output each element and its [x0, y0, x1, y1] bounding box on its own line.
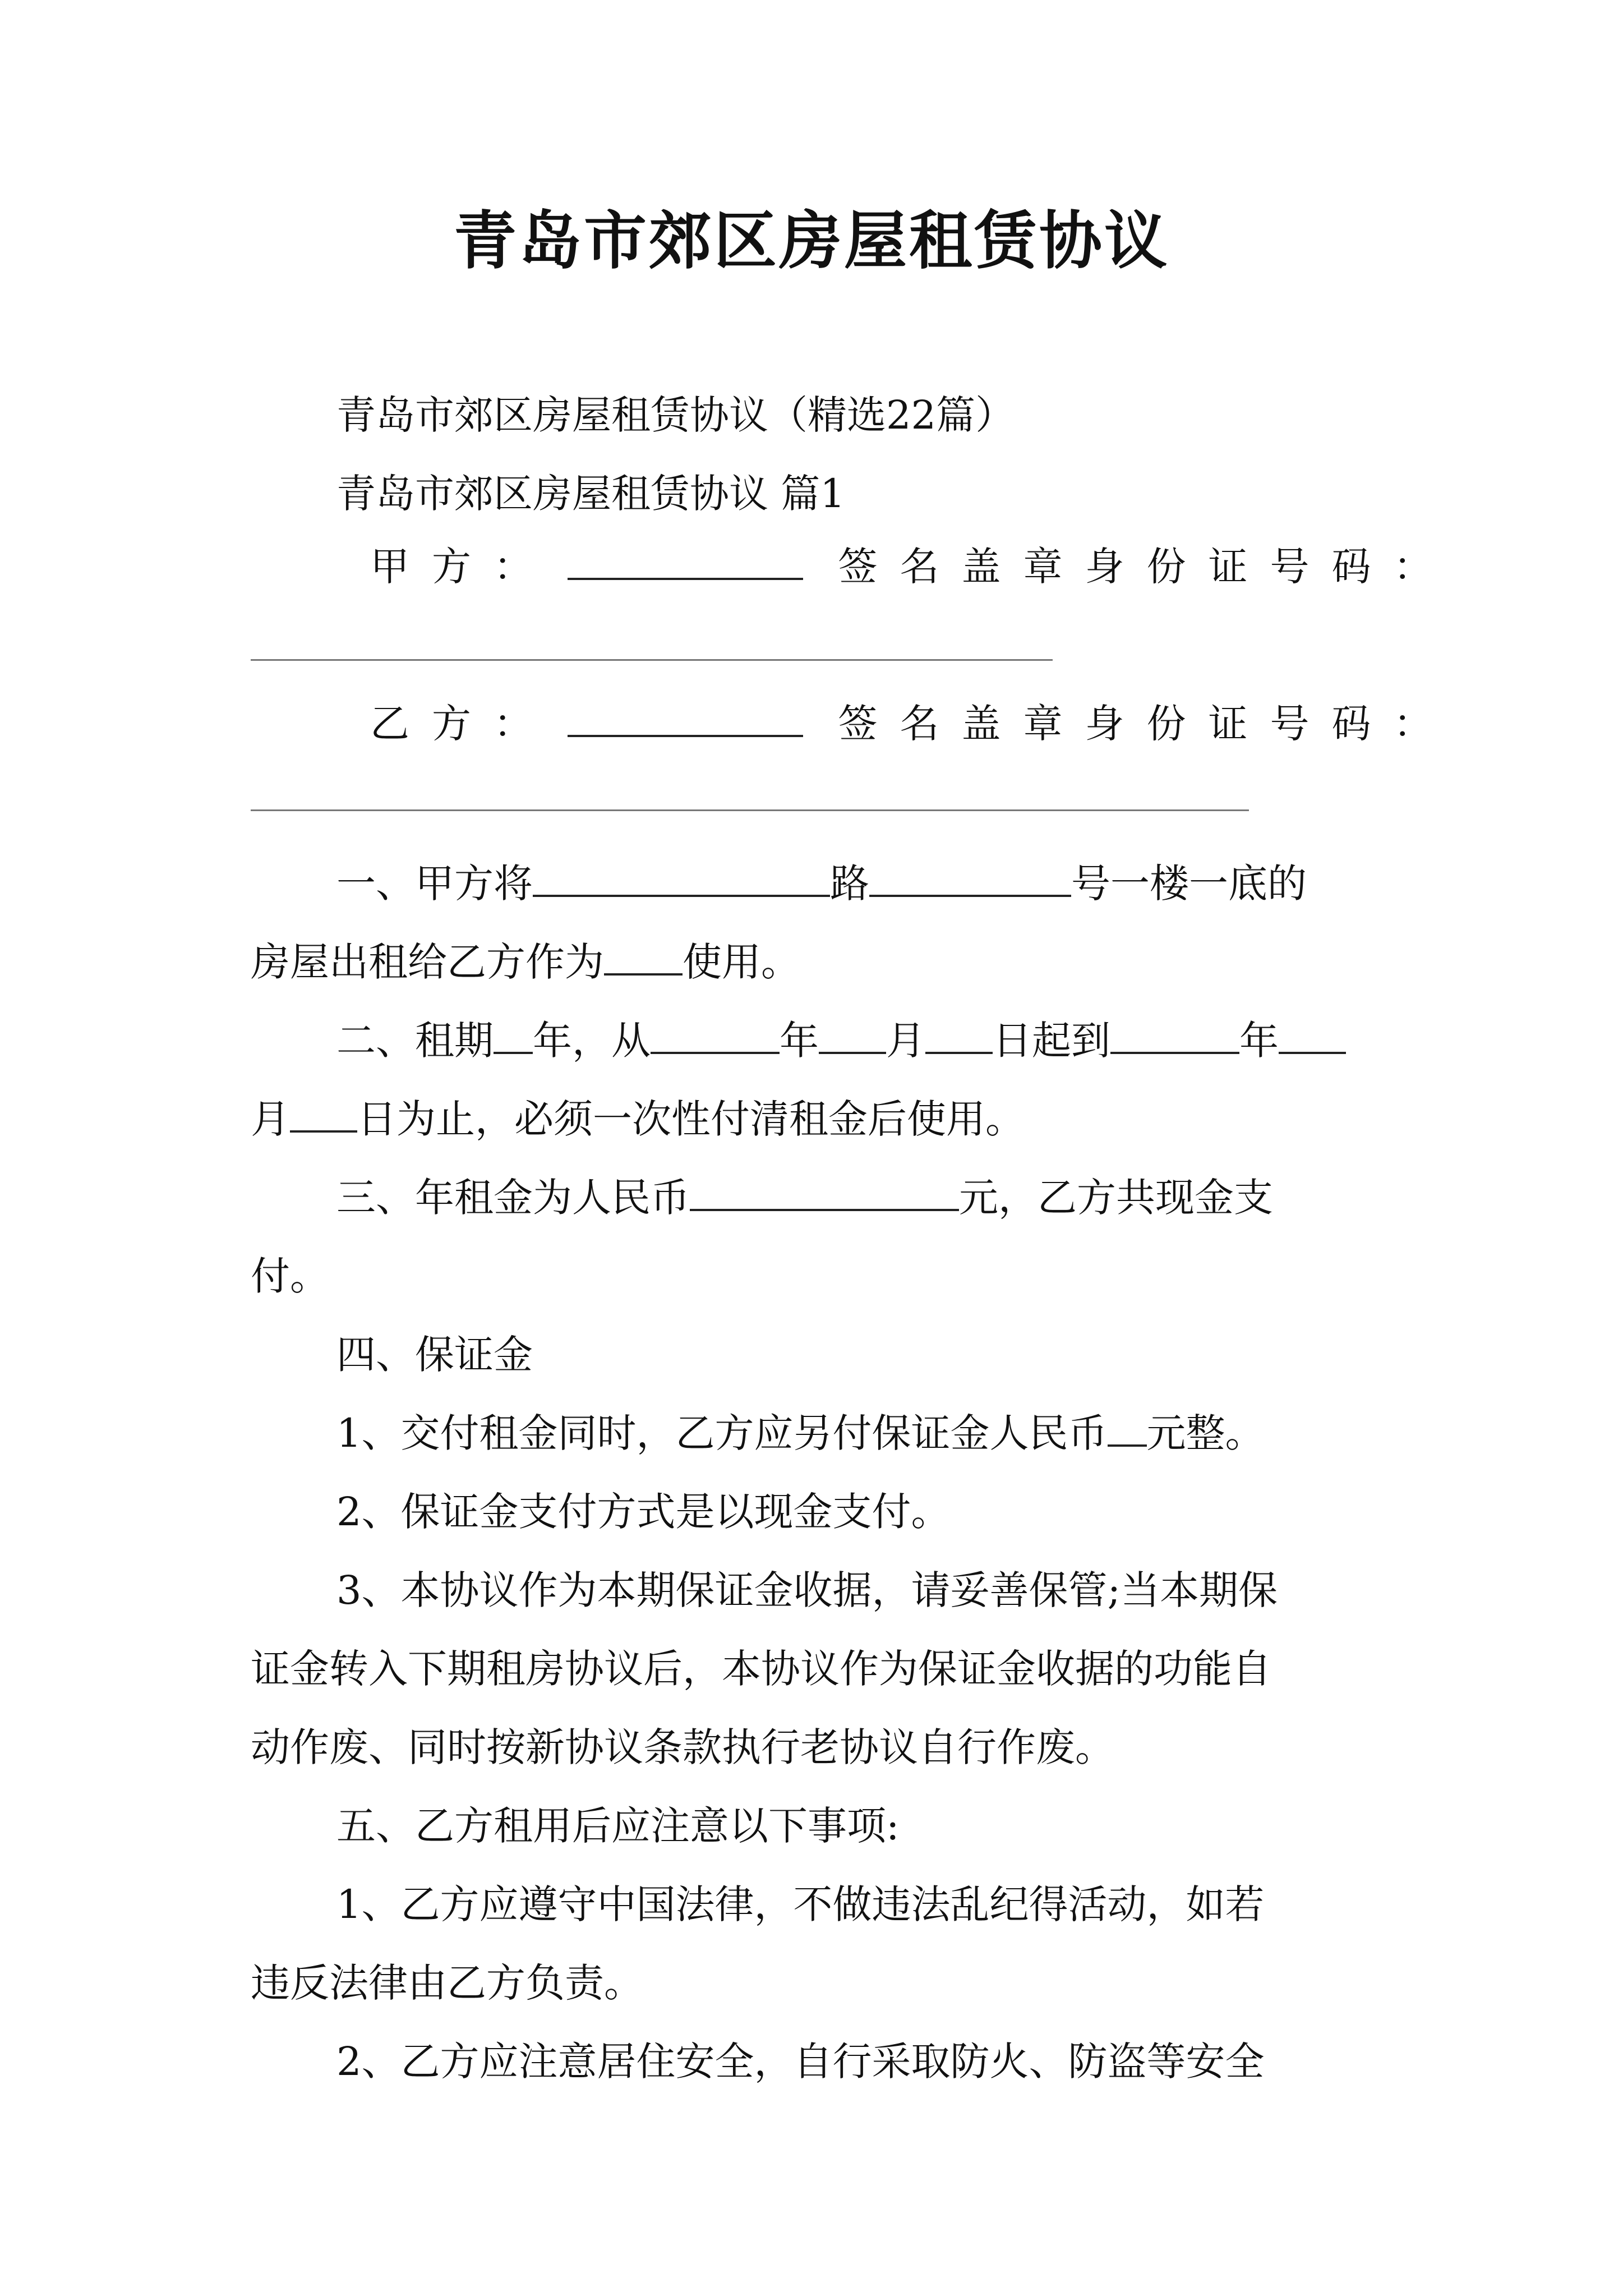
clause-1-text-b: 路 — [830, 861, 869, 907]
section-heading: 青岛市郊区房屋租赁协议 篇1 — [336, 471, 845, 517]
clause-2-text-h: 日为止，必须一次性付清租金后使用。 — [357, 1096, 1025, 1142]
clause-2-text-e: 日起到 — [993, 1018, 1110, 1064]
end-day-blank — [290, 1096, 357, 1133]
party-a-id-line — [251, 659, 1053, 661]
end-month-blank — [1279, 1017, 1346, 1054]
clause-3-line-1 — [336, 1158, 1458, 1237]
deposit-amount-blank — [1108, 1410, 1147, 1447]
clause-4-heading: 四、保证金 — [336, 1332, 533, 1378]
clause-5-item-2-line-1: 2、乙方应注意居住安全，自行采取防火、防盗等安全 — [336, 2039, 1265, 2085]
document-title: 青岛市郊区房屋租赁协议 — [454, 204, 1169, 278]
clause-1-line-2 — [251, 923, 1372, 1001]
clause-2-text-g: 月 — [251, 1096, 290, 1142]
start-month-blank — [819, 1017, 886, 1054]
clause-3-line-2: 付。 — [251, 1253, 329, 1299]
document-subtitle: 青岛市郊区房屋租赁协议（精选22篇） — [336, 392, 1015, 438]
clause-4-item-1 — [336, 1394, 1458, 1473]
usage-blank — [604, 938, 683, 976]
clause-2-text-f: 年 — [1239, 1018, 1279, 1064]
clause-2-text-d: 月 — [886, 1018, 925, 1064]
clause-4-item-3-line-2: 证金转入下期租房协议后，本协议作为保证金收据的功能自 — [251, 1646, 1271, 1692]
party-b-row — [370, 696, 1455, 752]
clause-1-text-a: 一、甲方将 — [336, 861, 533, 907]
rent-amount-blank — [690, 1174, 959, 1211]
party-b-id-line — [251, 809, 1249, 811]
clause-4-item-1-text-a: 1、交付租金同时，乙方应另付保证金人民币 — [336, 1410, 1108, 1456]
clause-5-heading: 五、乙方租用后应注意以下事项: — [336, 1803, 900, 1849]
party-b-name-blank — [568, 700, 803, 737]
clause-2-line-2 — [251, 1080, 1372, 1158]
clause-1-line-1 — [336, 844, 1458, 923]
number-blank — [869, 860, 1071, 897]
clause-3-text-b: 元，乙方共现金支 — [959, 1175, 1273, 1221]
start-year-blank — [651, 1017, 780, 1054]
term-years-blank — [494, 1017, 533, 1054]
start-day-blank — [925, 1017, 993, 1054]
clause-4-item-1-text-b: 元整。 — [1146, 1410, 1265, 1456]
clause-1-text-e: 使用。 — [683, 939, 800, 985]
party-b-sign-label: 签名盖章身份证号码： — [838, 701, 1455, 747]
road-blank — [533, 860, 830, 897]
party-a-label: 甲方： — [370, 544, 555, 590]
clause-2-text-a: 二、租期 — [336, 1018, 494, 1064]
end-year-blank — [1110, 1017, 1239, 1054]
clause-3-text-a: 三、年租金为人民币 — [336, 1175, 690, 1221]
clause-2-text-c: 年 — [780, 1018, 819, 1064]
party-a-sign-label: 签名盖章身份证号码： — [838, 544, 1455, 590]
party-b-label: 乙方： — [370, 701, 555, 747]
clause-1-text-c: 号一楼一底的 — [1071, 861, 1307, 907]
clause-4-item-2: 2、保证金支付方式是以现金支付。 — [336, 1489, 951, 1535]
clause-2-text-b: 年，从 — [533, 1018, 651, 1064]
clause-4-item-3-line-1: 3、本协议作为本期保证金收据，请妥善保管;当本期保 — [336, 1567, 1278, 1613]
clause-4-item-3-line-3: 动作废、同时按新协议条款执行老协议自行作废。 — [251, 1724, 1114, 1770]
clause-2-line-1 — [336, 1001, 1458, 1080]
clause-5-item-1-line-1: 1、乙方应遵守中国法律，不做违法乱纪得活动，如若 — [336, 1881, 1265, 1927]
clause-1-text-d: 房屋出租给乙方作为 — [251, 939, 604, 985]
party-a-row — [370, 539, 1455, 595]
clause-5-item-1-line-2: 违反法律由乙方负责。 — [251, 1960, 643, 2006]
party-a-name-blank — [568, 543, 803, 580]
